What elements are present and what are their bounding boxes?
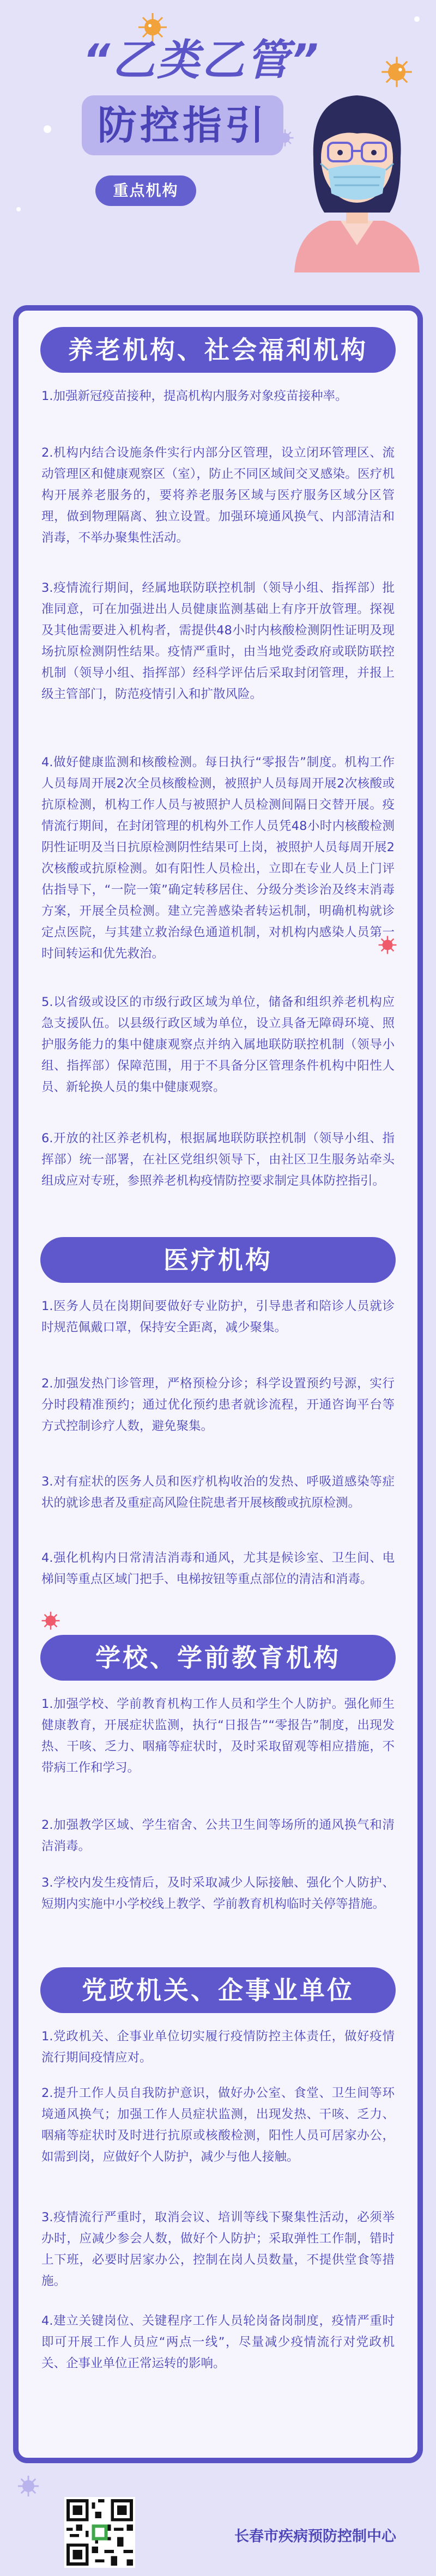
virus-icon — [377, 935, 398, 955]
decor-dot — [16, 207, 21, 211]
section-paragraph: 1.加强新冠疫苗接种，提高机构内服务对象疫苗接种率。 — [41, 389, 348, 403]
main-title-backdrop — [82, 95, 283, 155]
section-paragraph: 1.医务人员在岗期间要做好专业防护，引导患者和陪诊人员就诊时规范佩戴口罩，保持安全距离，减少聚集。 — [41, 1299, 395, 1335]
section-title: 养老机构、社会福利机构 — [40, 327, 396, 373]
section-title: 党政机关、企事业单位 — [40, 1967, 396, 2013]
category-tag: 重点机构 — [95, 175, 196, 206]
section-paragraph: 6.开放的社区养老机构，根据属地联防联控机制（领导小组、指挥部）统一部署，在社区党组织领导下，由社区卫生服务站牵头组成应对专班，参照养老机构疫情防控要求制定具体防控指引。 — [41, 1131, 395, 1188]
masked-person-illustration — [289, 82, 425, 272]
section-paragraph: 4.强化机构内日常清洁消毒和通风，尤其是候诊室、卫生间、电梯间等重点区域门把手、电梯按钮等重点部位的清洁和消毒。 — [41, 1551, 395, 1586]
poster-footer — [0, 2463, 436, 2576]
section-paragraph: 1.党政机关、企事业单位切实履行疫情防控主体责任，做好疫情流行期间疫情应对。 — [41, 2029, 395, 2065]
decor-dot — [414, 16, 420, 22]
section-title: 医疗机构 — [40, 1237, 396, 1283]
poster-main-title: 防控指引 — [97, 102, 268, 148]
section-paragraph: 1.加强学校、学前教育机构工作人员和学生个人防护。强化师生健康教育，开展症状监测，执行“日报告”“零报告”制度，出现发热、干咳、乏力、咽痛等症状时，及时采取留观等相应措施，不带病工作和学习。 — [41, 1697, 395, 1775]
section-paragraph: 3.疫情流行期间，经属地联防联控机制（领导小组、指挥部）批准同意，可在加强进出人员健康监测基础上有序开放管理。探视及其他需要进入机构者，需提供48小时内核酸检测阴性证明及现场抗原检测阴性结果。疫情严重时，由当地党委政府或联防联控机制（领导小组、指挥部）经科学评估后采取封闭管理，并报上级主管部门，防范疫情引入和扩散风险。 — [41, 581, 395, 701]
section-paragraph: 2.加强发热门诊管理，严格预检分诊；科学设置预约号源，实行分时段精准预约；通过优化预约患者就诊流程，开通咨询平台等方式控制诊疗人数，避免聚集。 — [41, 1377, 395, 1433]
virus-icon — [16, 2474, 40, 2498]
section-paragraph: 2.加强教学区域、学生宿舍、公共卫生间等场所的通风换气和清洁消毒。 — [41, 1818, 395, 1853]
section-paragraph: 4.做好健康监测和核酸检测。每日执行“零报告”制度。机构工作人员每周开展2次全员核酸检测，被照护人员每周开展2次核酸或抗原检测，机构工作人员与被照护人员检测间隔日交替开展。疫情流行期间，在封闭管理的机构外工作人员凭48小时内核酸检测阴性证明及当日抗原检测阴性结果可上岗，被照护人员每周开展2次核酸或抗原检测。如有阳性人员检出，立即在专业人员上门评估指导下，“一院一策”确定转移居住、分级分类诊治及终末消毒方案，开展全员检测。建立完善感染者转运机制，明确机构就诊定点医院，与其建立救治绿色通道机制，对机构内感染人员第一时间转运和优先救治。 — [41, 755, 395, 961]
organization-name: 长春市疾病预防控制中心 — [234, 2528, 396, 2545]
section-paragraph: 2.机构内结合设施条件实行内部分区管理，设立闭环管理区、流动管理区和健康观察区（室），防止不同区域间交叉感染。医疗机构开展养老服务的，要将养老服务区域与医疗服务区域分区管理，做到物理隔离、独立设置。加强环境通风换气、内部清洁和消毒，不举办聚集性活动。 — [41, 446, 395, 545]
qr-code[interactable] — [64, 2497, 135, 2568]
section-paragraph: 2.提升工作人员自我防护意识，做好办公室、食堂、卫生间等环境通风换气；加强工作人员症状监测，出现发热、干咳、乏力、咽痛等症状时及时进行抗原或核酸检测，阳性人员可居家办公，如需到岗，应做好个人防护，减少与他人接触。 — [41, 2086, 395, 2164]
poster-header — [0, 0, 436, 305]
section-paragraph: 3.学校内发生疫情后，及时采取减少人际接触、强化个人防护、短期内实施中小学校线上教学、学前教育机构临时关停等措施。 — [41, 1876, 395, 1911]
poster-quote-title: “乙类乙管” — [82, 36, 321, 85]
section-paragraph: 4.建立关键岗位、关键程序工作人员轮岗备岗制度，疫情严重时即可开展工作人员应“两点一线”，尽量减少疫情流行对党政机关、企事业单位正常运转的影响。 — [41, 2314, 395, 2371]
virus-icon — [40, 1610, 61, 1631]
section-title: 学校、学前教育机构 — [40, 1635, 396, 1681]
section-paragraph: 5.以省级或设区的市级行政区域为单位，储备和组织养老机构应急支援队伍。以县级行政区域为单位，设立具备无障碍环境、照护服务能力的集中健康观察点并纳入属地联防联控机制（领导小组、指挥部）保障范围，用于不具备分区管理条件机构中阳性人员、新轮换人员的集中健康观察。 — [41, 995, 395, 1094]
section-paragraph: 3.疫情流行严重时，取消会议、培训等线下聚集性活动，必须举办时，应减少参会人数，做好个人防护；采取弹性工作制，错时上下班，必要时居家办公，控制在岗人员数量，不提供堂食等措施。 — [41, 2210, 395, 2288]
section-paragraph: 3.对有症状的医务人员和医疗机构收治的发热、呼吸道感染等症状的就诊患者及重症高风险住院患者开展核酸或抗原检测。 — [41, 1475, 395, 1510]
decor-dot — [44, 125, 51, 133]
content-card — [13, 305, 423, 2463]
